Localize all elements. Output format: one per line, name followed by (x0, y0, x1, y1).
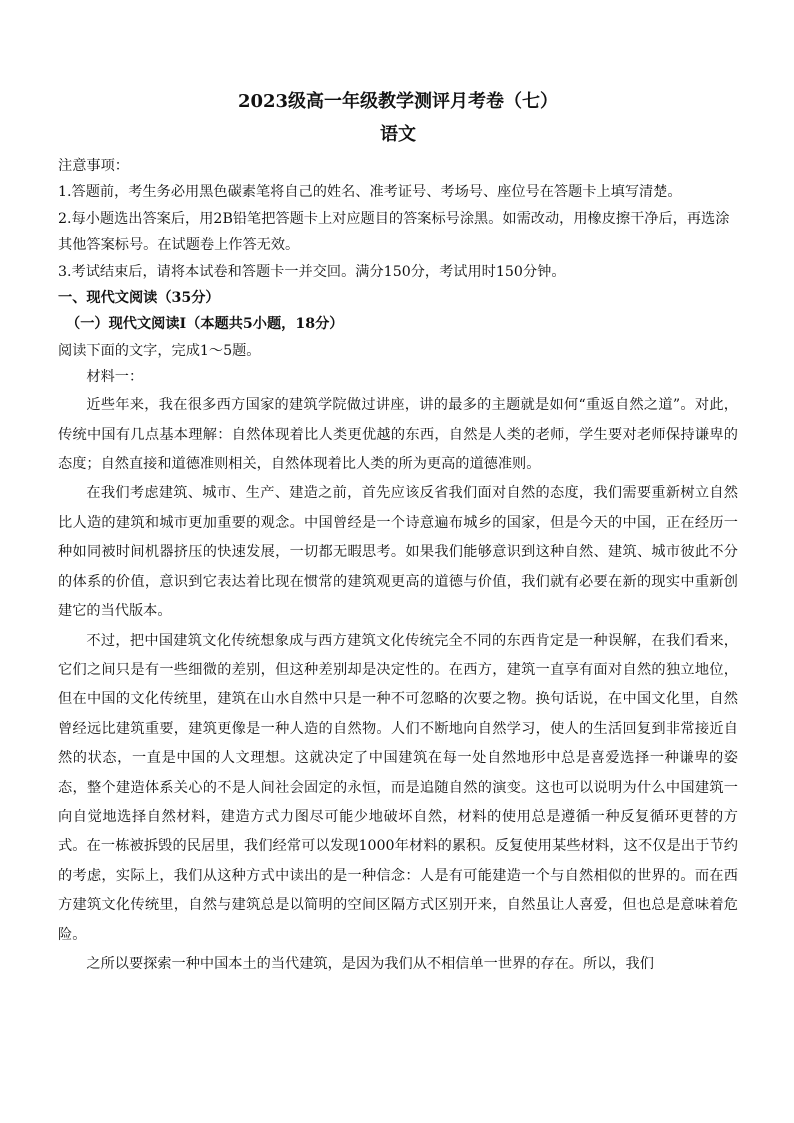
reading-instruction: 阅读下面的文字，完成1～5题。 (58, 342, 261, 359)
paragraph-2: 在我们考虑建筑、城市、生产、建造之前，首先应该反省我们面对自然的态度，我们需要重新树立自然比人造的建筑和城市更加重要的观念。中国曾经是一个诗意遍布城乡的国家，但是今天的中国，正在经历一种如同被时间机器挤压的快速发展，一切都无暇思考。如果我们能够意识到这种自然、建筑、城市彼此不分的体系的价值，意识到它表达着比现在惯常的建筑观更高的道德与价值，我们就有必要在新的现实中重新创建它的当代版本。 (58, 485, 738, 620)
notice-heading: 注意事项： (58, 158, 129, 174)
material-label: 材料一： (86, 369, 144, 386)
section-heading: 一、现代文阅读（35分） (58, 290, 220, 307)
paragraph-4: 之所以要探索一种中国本土的当代建筑，是因为我们从不相信单一世界的存在。所以，我们 (86, 955, 654, 972)
section-subheading: （一）现代文阅读Ⅰ（本题共5小题，18分） (66, 316, 344, 333)
notice-item-2: 2.每小题选出答案后，用2B铅笔把答题卡上对应题目的答案标号涂黑。如需改动，用橡皮擦干净后，再选涂其他答案标号。在试题卷上作答无效。 (58, 210, 730, 254)
exam-page (58, 88, 738, 979)
notice-item-3: 3.考试结束后，请将本试卷和答题卡一并交回。满分150分，考试用时150分钟。 (58, 263, 566, 280)
paragraph-3: 不过，把中国建筑文化传统想象成与西方建筑文化传统完全不同的东西肯定是一种误解，在我们看来，它们之间只是有一些细微的差别，但这种差别却是决定性的。在西方，建筑一直享有面对自然的独立地位，但在中国的文化传统里，建筑在山水自然中只是一种不可忽略的次要之物。换句话说，在中国文化里，自然曾经远比建筑重要，建筑更像是一种人造的自然物。人们不断地向自然学习，使人的生活回复到非常接近自然的状态，一直是中国的人文理想。这就决定了中国建筑在每一处自然地形中总是喜爱选择一种谦卑的姿态，整个建造体系关心的不是人间社会固定的永恒，而是追随自然的演变。这也可以说明为什么中国建筑一向自觉地选择自然材料，建造方式力图尽可能少地破坏自然，材料的使用总是遵循一种反复循环更替的方式。在一栋被拆毁的民居里，我们经常可以发现1000年材料的累积。反复使用某些材料，这不仅是出于节约的考虑，实际上，我们从这种方式中读出的是一种信念：人是有可能建造一个与自然相似的世界的。而在西方建筑文化传统里，自然与建筑总是以简明的空间区隔方式区别开来，自然虽让人喜爱，但也总是意味着危险。 (58, 632, 738, 943)
paragraph-1: 近些年来，我在很多西方国家的建筑学院做过讲座，讲的最多的主题就是如何“重返自然之道”。对此，传统中国有几点基本理解：自然体现着比人类更优越的东西，自然是人类的老师，学生要对老师保持谦卑的态度；自然直接和道德准则相关，自然体现着比人类的所为更高的道德准则。 (58, 397, 738, 473)
subject-title: 语文 (380, 124, 416, 145)
notice-item-1: 1.答题前，考生务必用黑色碳素笔将自己的姓名、准考证号、考场号、座位号在答题卡上填写清楚。 (58, 184, 682, 201)
exam-title: 2023级高一年级教学测评月考卷（七） (237, 91, 559, 112)
